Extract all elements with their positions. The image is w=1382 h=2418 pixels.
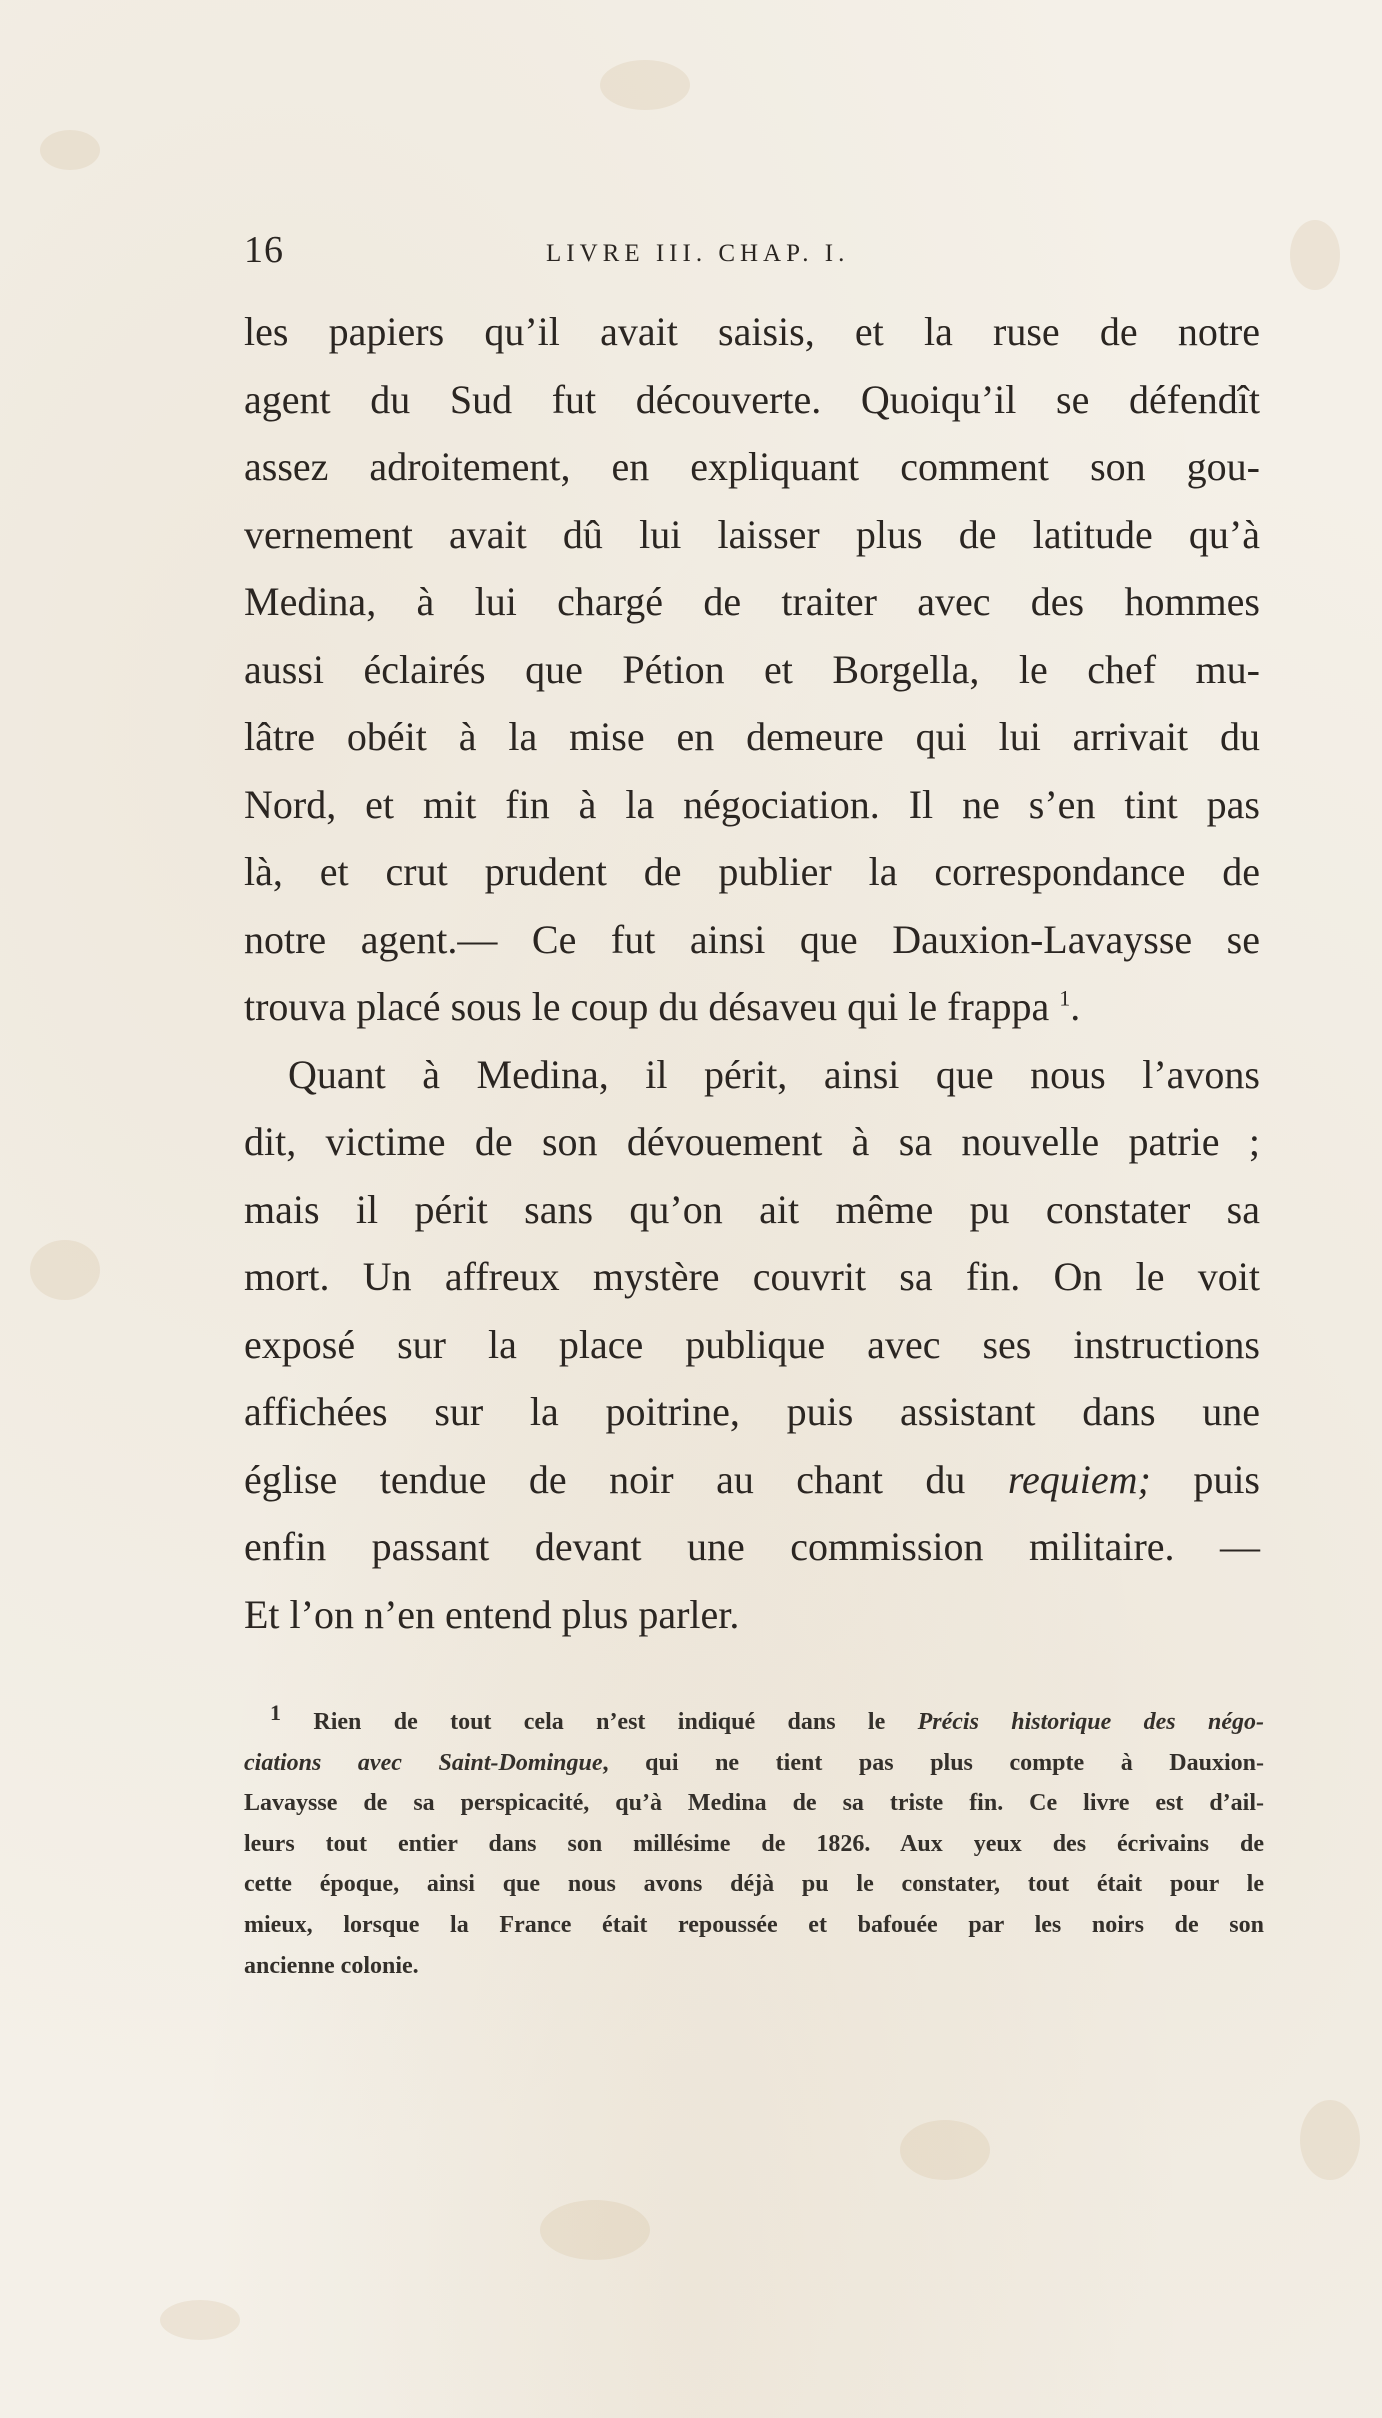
- stain: [40, 130, 100, 170]
- stain: [540, 2200, 650, 2260]
- text-segment: .: [1070, 984, 1081, 1029]
- footnote-line: leurs tout entier dans son millésime de 1826. Aux yeux des écrivains de: [244, 1830, 1264, 1857]
- text-segment: église tendue de noir au chant du: [244, 1456, 1008, 1502]
- footnote-line: ancienne colonie.: [244, 1952, 419, 1979]
- text-line: mais il périt sans qu’on ait même pu constater sa: [244, 1186, 1260, 1232]
- text-line: les papiers qu’il avait saisis, et la ruse de notre: [244, 309, 1260, 354]
- footnote-line: [244, 1743, 1264, 1784]
- footnote-line: Lavaysse de sa perspicacité, qu’à Medina de sa triste fin. Ce livre est d’ail-: [244, 1790, 1264, 1817]
- text-segment: trouva placé sous le coup du désaveu qui le frappa: [244, 984, 1050, 1029]
- footnote-line: mieux, lorsque la France était repoussée et bafouée par les noirs de son: [244, 1911, 1264, 1938]
- stain: [1300, 2100, 1360, 2180]
- stain: [1290, 220, 1340, 290]
- text-line: enfin passant devant une commission militaire. —: [244, 1524, 1260, 1569]
- text-line: agent du Sud fut découverte. Quoiqu’il se défendît: [244, 376, 1260, 422]
- text-segment: , qui ne tient pas plus compte à Dauxion-: [602, 1749, 1264, 1776]
- italic-segment: ciations avec Saint-Domingue: [244, 1749, 603, 1776]
- text-line: Medina, à lui chargé de traiter avec des hommes: [244, 579, 1260, 624]
- stain: [900, 2120, 990, 2180]
- text-line: affichées sur la poitrine, puis assistant dans une: [244, 1389, 1260, 1434]
- text-segment: puis: [1150, 1456, 1260, 1502]
- footnote-line: [244, 1702, 1264, 1743]
- footnote-reference: 1: [1059, 985, 1071, 1011]
- text-line: dit, victime de son dévouement à sa nouvelle patrie ;: [244, 1119, 1260, 1164]
- text-line: [244, 973, 1260, 1041]
- text-line: exposé sur la place publique avec ses instructions: [244, 1321, 1260, 1367]
- stain: [30, 1240, 100, 1300]
- text-line: Quant à Medina, il périt, ainsi que nous l’avons: [288, 1051, 1260, 1097]
- running-head: LIVRE III. CHAP. I.: [546, 240, 850, 267]
- text-line: [244, 1446, 1260, 1514]
- text-segment: Rien de tout cela n’est indiqué dans le: [281, 1709, 918, 1735]
- page-number: 16: [244, 229, 284, 271]
- page-header: [244, 228, 1260, 288]
- text-line: mort. Un affreux mystère couvrit sa fin. On le voit: [244, 1254, 1260, 1299]
- text-line: Et l’on n’en entend plus parler.: [244, 1591, 740, 1637]
- footnote-line: cette époque, ainsi que nous avons déjà pu le constater, tout était pour le: [244, 1871, 1264, 1898]
- text-line: Nord, et mit fin à la négociation. Il ne s’en tint pas: [244, 781, 1260, 827]
- text-line: assez adroitement, en expliquant comment son gou-: [244, 444, 1260, 489]
- footnote-marker: 1: [270, 1700, 281, 1725]
- stain: [160, 2300, 240, 2340]
- text-line: notre agent.— Ce fut ainsi que Dauxion-Lavaysse se: [244, 916, 1260, 962]
- text-line: vernement avait dû lui laisser plus de latitude qu’à: [244, 511, 1260, 557]
- main-text: [244, 298, 1260, 1648]
- italic-segment: requiem;: [1007, 1456, 1151, 1502]
- stain: [600, 60, 690, 110]
- text-line: aussi éclairés que Pétion et Borgella, le chef mu-: [244, 646, 1260, 692]
- footnotes: [244, 1702, 1264, 1986]
- text-line: lâtre obéit à la mise en demeure qui lui arrivait du: [244, 714, 1260, 759]
- text-line: là, et crut prudent de publier la correspondance de: [244, 849, 1260, 894]
- italic-segment: Précis historique des négo-: [917, 1709, 1264, 1735]
